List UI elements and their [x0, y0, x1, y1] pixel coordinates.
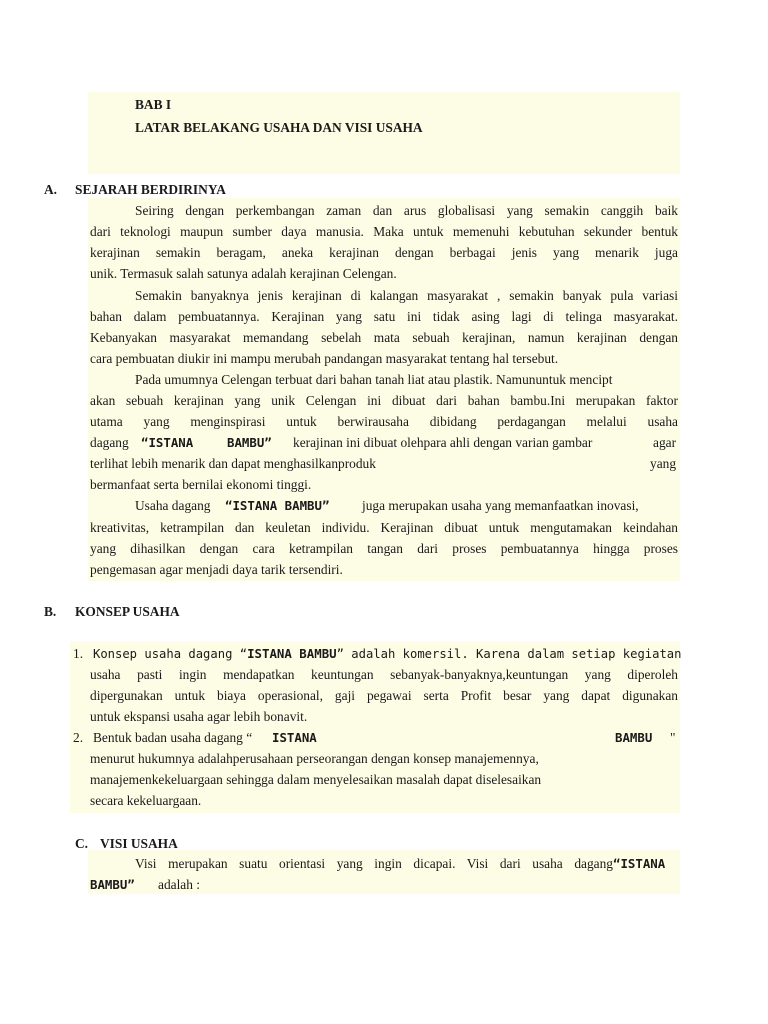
paragraph-line: Pada umumnya Celengan terbuat dari bahan tanah liat atau plastik. Namununtuk mencipt	[135, 372, 613, 387]
list-item-line: dipergunakan untuk biaya operasional, gaji pegawai serta Profit besar yang dapat digunakan	[90, 688, 678, 703]
chapter-label: BAB I	[135, 97, 172, 112]
paragraph-line: kerajinan semakin beragam, aneka kerajinan dengan berbagai jenis yang menarik juga	[90, 245, 678, 260]
paragraph-line: akan sebuah kerajinan yang unik Celengan ini dibuat dari bahan bambu.Ini merupakan faktor	[90, 393, 678, 408]
word-agar: agar	[653, 435, 677, 450]
closing-quote: "	[670, 730, 676, 745]
brand-bambu: BAMBU”	[227, 435, 272, 450]
paragraph-line: kerajinan ini dibuat olehpara ahli dengan varian gambar	[293, 435, 593, 450]
list-item-line: usaha pasti ingin mendapatkan keuntungan sebanyak-banyaknya,keuntungan yang diperoleh	[90, 667, 678, 682]
paragraph-line: bahan dalam pembuatannya. Kerajinan yang satu ini tidak asing lagi di telinga masyarakat.	[90, 309, 678, 324]
list-item-line: menurut hukumnya adalahperusahaan perseorangan dengan konsep manajemennya,	[90, 751, 539, 766]
paragraph-line: yang dihasilkan dengan cara ketrampilan tangan dari proses pembuatannya hingga proses	[90, 541, 678, 556]
list-item-line: manajemenkekeluargaan sehingga dalam menyelesaikan masalah dapat diselesaikan	[90, 772, 542, 787]
paragraph-line: Kebanyakan masyarakat memandang sebelah mata sebuah kerajinan, namun kerajinan dengan	[90, 330, 678, 345]
paragraph-line: adalah :	[158, 877, 201, 892]
paragraph-line: terlihat lebih menarik dan dapat menghasilkanproduk	[90, 456, 376, 471]
brand-bambu: BAMBU”	[90, 877, 135, 892]
paragraph-line: bermanfaat serta bernilai ekonomi tinggi.	[90, 477, 312, 492]
section-b-letter: B.	[44, 604, 57, 619]
paragraph-line: juga merupakan usaha yang memanfaatkan inovasi,	[362, 498, 639, 513]
list-item-line: secara kekeluargaan.	[90, 793, 202, 808]
brand-istana-bambu: “ISTANA BAMBU”	[225, 498, 330, 513]
usaha-dagang-text: Usaha dagang	[135, 498, 211, 513]
paragraph-line: utama yang menginspirasi untuk berwirausaha dibidang perdagangan melalui usaha	[90, 414, 678, 429]
chapter-title: LATAR BELAKANG USAHA DAN VISI USAHA	[135, 120, 423, 135]
brand-istana: “ISTANA	[613, 856, 666, 871]
section-a-title: SEJARAH BERDIRINYA	[75, 182, 226, 197]
section-a-letter: A.	[44, 182, 58, 197]
list-number: 1.	[73, 646, 84, 661]
paragraph-line: pengemasan agar menjadi daya tarik tersendiri.	[90, 562, 343, 577]
list-number: 2.	[73, 730, 84, 745]
list-item-line	[93, 645, 682, 663]
paragraph-line: unik. Termasuk salah satunya adalah kerajinan Celengan.	[90, 266, 397, 281]
word-dagang: dagang	[90, 435, 129, 450]
section-c-letter: C.	[75, 836, 89, 851]
paragraph-line: Semakin banyaknya jenis kerajinan di kalangan masyarakat , semakin banyak pula variasi	[135, 288, 678, 303]
brand-istana: “ISTANA	[141, 435, 194, 450]
paragraph-line: Seiring dengan perkembangan zaman dan arus globalisasi yang semakin canggih baik	[135, 203, 678, 218]
list-item-text: ” adalah komersil. Karena dalam setiap kegiatan	[336, 647, 682, 661]
paragraph-line: dari teknologi maupun sumber daya manusia. Maka untuk memenuhi kebutuhan sekunder bentuk	[90, 224, 678, 239]
section-b-title: KONSEP USAHA	[75, 604, 180, 619]
list-item-text: Konsep usaha dagang “	[93, 647, 248, 661]
list-item-text: Bentuk badan usaha dagang “	[93, 730, 253, 745]
brand-name: ISTANA BAMBU	[247, 646, 337, 661]
section-c-title: VISI USAHA	[100, 836, 178, 851]
paragraph-line: cara pembuatan diukir ini mampu merubah pandangan masyarakat tentang hal tersebut.	[90, 351, 559, 366]
word-yang: yang	[650, 456, 677, 471]
paragraph-line: kreativitas, ketrampilan dan keuletan individu. Kerajinan dibuat untuk mengutamakan keindahan	[90, 520, 678, 535]
brand-bambu: BAMBU	[615, 730, 653, 745]
brand-istana: ISTANA	[272, 730, 317, 745]
list-item-line: untuk ekspansi usaha agar lebih bonavit.	[90, 709, 308, 724]
paragraph-line: Visi merupakan suatu orientasi yang ingin dicapai. Visi dari usaha dagang	[135, 856, 613, 871]
